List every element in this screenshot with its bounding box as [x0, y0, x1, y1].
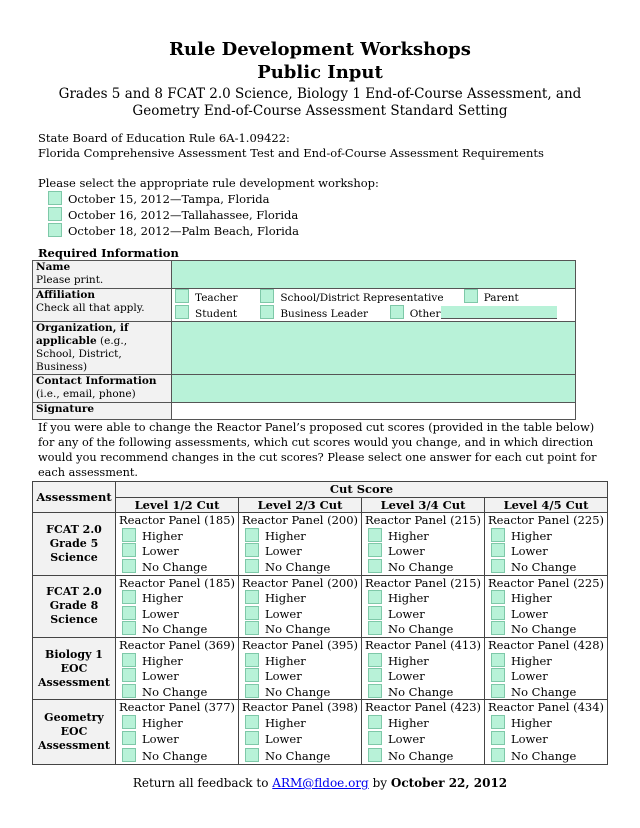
- reactor-panel-value: Reactor Panel (225): [488, 575, 605, 590]
- checkbox[interactable]: [368, 590, 382, 604]
- checkbox[interactable]: [491, 748, 505, 762]
- cut-cell: [485, 513, 608, 575]
- level-header: Level 3/4 Cut: [362, 497, 485, 513]
- affiliation-business-leader[interactable]: Business Leader: [260, 305, 386, 321]
- reactor-panel-value: Reactor Panel (215): [365, 513, 482, 528]
- checkbox[interactable]: [122, 590, 136, 604]
- footer: Return all feedback to ARM@fldoe.org by October 22, 2012: [132, 776, 508, 790]
- level-header: Level 1/2 Cut: [116, 497, 239, 513]
- option-lower[interactable]: Lower: [368, 606, 481, 622]
- contact-input[interactable]: [172, 375, 576, 403]
- reactor-panel-value: Reactor Panel (215): [365, 575, 482, 590]
- checkbox[interactable]: [122, 748, 136, 762]
- level-header: Level 2/3 Cut: [239, 497, 362, 513]
- rule-line-2: Florida Comprehensive Assessment Test and End-of-Course Assessment Requirements: [38, 146, 544, 160]
- reactor-panel-value: Reactor Panel (225): [488, 513, 605, 528]
- option-higher[interactable]: Higher: [122, 590, 235, 606]
- affiliation-school-district[interactable]: School/District Representative: [260, 289, 460, 305]
- cut-cell: [485, 700, 608, 765]
- checkbox[interactable]: [122, 543, 136, 557]
- option-lower[interactable]: Lower: [368, 668, 481, 684]
- checkbox[interactable]: [368, 653, 382, 667]
- level-header: Level 4/5 Cut: [485, 497, 608, 513]
- checkbox[interactable]: [245, 590, 259, 604]
- option-no-change[interactable]: No Change: [491, 684, 604, 700]
- cut-cell: [239, 575, 362, 637]
- checkbox[interactable]: [491, 590, 505, 604]
- reactor-panel-value: Reactor Panel (398): [242, 700, 359, 715]
- checkbox[interactable]: [122, 621, 136, 635]
- option-lower[interactable]: Lower: [245, 606, 358, 622]
- checkbox[interactable]: [491, 684, 505, 698]
- checkbox[interactable]: [122, 715, 136, 729]
- checkbox[interactable]: [122, 684, 136, 698]
- cut-cell: [485, 575, 608, 637]
- checkbox[interactable]: [245, 559, 259, 573]
- checkbox[interactable]: [245, 715, 259, 729]
- reactor-panel-value: Reactor Panel (200): [242, 575, 359, 590]
- workshop-option-2[interactable]: October 16, 2012—Tallahassee, Florida: [48, 207, 608, 223]
- checkbox[interactable]: [368, 606, 382, 620]
- checkbox[interactable]: [491, 731, 505, 745]
- option-lower[interactable]: Lower: [122, 543, 235, 559]
- option-lower[interactable]: Lower: [368, 543, 481, 559]
- table-row: [33, 575, 608, 637]
- option-higher[interactable]: Higher: [245, 653, 358, 669]
- checkbox[interactable]: [122, 606, 136, 620]
- option-higher[interactable]: Higher: [368, 715, 481, 732]
- checkbox[interactable]: [48, 191, 62, 205]
- cut-cell: [239, 513, 362, 575]
- reactor-panel-value: Reactor Panel (200): [242, 513, 359, 528]
- checkbox[interactable]: [491, 606, 505, 620]
- table-row: [33, 513, 608, 575]
- option-no-change[interactable]: No Change: [491, 621, 604, 637]
- checkbox[interactable]: [48, 207, 62, 221]
- option-no-change[interactable]: No Change: [368, 748, 481, 765]
- table-row: [33, 637, 608, 699]
- cut-cell: [116, 513, 239, 575]
- option-lower[interactable]: Lower: [491, 731, 604, 748]
- option-lower[interactable]: Lower: [122, 731, 235, 748]
- option-no-change[interactable]: No Change: [245, 621, 358, 637]
- affiliation-teacher[interactable]: Teacher: [175, 289, 257, 305]
- option-higher[interactable]: Higher: [245, 528, 358, 544]
- checkbox[interactable]: [245, 653, 259, 667]
- checkbox[interactable]: [245, 543, 259, 557]
- option-lower[interactable]: Lower: [245, 668, 358, 684]
- option-higher[interactable]: Higher: [491, 715, 604, 732]
- affiliation-parent[interactable]: Parent: [464, 289, 519, 305]
- option-higher[interactable]: Higher: [245, 590, 358, 606]
- checkbox[interactable]: [122, 653, 136, 667]
- option-no-change[interactable]: No Change: [122, 684, 235, 700]
- option-no-change[interactable]: No Change: [245, 748, 358, 765]
- option-no-change[interactable]: No Change: [491, 748, 604, 765]
- assessment-header: Assessment: [33, 482, 116, 513]
- option-higher[interactable]: Higher: [245, 715, 358, 732]
- checkbox[interactable]: [245, 731, 259, 745]
- affiliation-options: [172, 289, 576, 322]
- reactor-panel-value: Reactor Panel (423): [365, 700, 482, 715]
- option-higher[interactable]: Higher: [122, 715, 235, 732]
- option-no-change[interactable]: No Change: [491, 559, 604, 575]
- title-line-2: Public Input: [257, 62, 383, 83]
- option-higher[interactable]: Higher: [368, 653, 481, 669]
- option-higher[interactable]: Higher: [491, 528, 604, 544]
- checkbox[interactable]: [245, 528, 259, 542]
- option-higher[interactable]: Higher: [491, 590, 604, 606]
- checkbox[interactable]: [368, 528, 382, 542]
- option-lower[interactable]: Lower: [245, 731, 358, 748]
- option-no-change[interactable]: No Change: [368, 559, 481, 575]
- option-no-change[interactable]: No Change: [245, 559, 358, 575]
- checkbox[interactable]: [491, 621, 505, 635]
- required-heading: Required Information: [38, 246, 179, 260]
- checkbox[interactable]: [368, 543, 382, 557]
- cut-cell: [362, 700, 485, 765]
- reactor-panel-value: Reactor Panel (413): [365, 637, 482, 652]
- reactor-panel-value: Reactor Panel (395): [242, 637, 359, 652]
- option-no-change[interactable]: No Change: [122, 621, 235, 637]
- option-no-change[interactable]: No Change: [368, 684, 481, 700]
- checkbox[interactable]: [491, 653, 505, 667]
- cut-score-table: [32, 481, 608, 765]
- organization-label-cell: Organization, if applicable (e.g., School, District, Business): [33, 322, 172, 375]
- checkbox[interactable]: [491, 559, 505, 573]
- option-lower[interactable]: Lower: [491, 543, 604, 559]
- name-label-cell: Name Please print.: [33, 261, 172, 289]
- checkbox[interactable]: [491, 543, 505, 557]
- cut-cell: [239, 637, 362, 699]
- organization-input[interactable]: [172, 322, 576, 375]
- title-line-1: Rule Development Workshops: [169, 39, 471, 60]
- reactor-panel-value: Reactor Panel (185): [119, 575, 236, 590]
- rule-line-1: State Board of Education Rule 6A-1.09422:: [38, 131, 290, 145]
- checkbox[interactable]: [491, 715, 505, 729]
- checkbox[interactable]: [491, 528, 505, 542]
- other-text-field[interactable]: [441, 306, 557, 319]
- checkbox[interactable]: [122, 559, 136, 573]
- option-higher[interactable]: Higher: [122, 528, 235, 544]
- deadline-date: October 22, 2012: [390, 776, 508, 790]
- instructions: If you were able to change the Reactor Panel’s proposed cut scores (provided in the table below) for any of the following assessments, which cut scores would you change, and in which direction would you recommend changes in the cut scores? Please select one answer for each cut point for each assessment.: [38, 421, 597, 479]
- affiliation-label-cell: Affiliation Check all that apply.: [33, 289, 172, 322]
- workshop-prompt: Please select the appropriate rule development workshop:: [38, 176, 379, 190]
- workshop-option-3[interactable]: October 18, 2012—Palm Beach, Florida: [48, 223, 608, 239]
- option-lower[interactable]: Lower: [368, 731, 481, 748]
- checkbox[interactable]: [368, 559, 382, 573]
- reactor-panel-value: Reactor Panel (434): [488, 700, 605, 715]
- cut-cell: [116, 575, 239, 637]
- reactor-panel-value: Reactor Panel (428): [488, 637, 605, 652]
- reactor-panel-value: Reactor Panel (377): [119, 700, 236, 715]
- option-higher[interactable]: Higher: [122, 653, 235, 669]
- checkbox[interactable]: [245, 668, 259, 682]
- option-lower[interactable]: Lower: [122, 606, 235, 622]
- contact-label-cell: Contact Information (i.e., email, phone): [33, 375, 172, 403]
- checkbox[interactable]: [491, 668, 505, 682]
- cut-cell: [485, 637, 608, 699]
- reactor-panel-value: Reactor Panel (369): [119, 637, 236, 652]
- option-no-change[interactable]: No Change: [122, 748, 235, 765]
- cut-score-header: Cut Score: [116, 482, 608, 498]
- cut-cell: [116, 700, 239, 765]
- affiliation-student[interactable]: Student: [175, 305, 257, 321]
- assessment-name: FCAT 2.0 Grade 5 Science: [33, 513, 116, 575]
- page-title: [0, 38, 640, 84]
- workshop-option-1[interactable]: October 15, 2012—Tampa, Florida: [48, 191, 608, 207]
- rule-reference: [38, 131, 608, 161]
- subtitle: Grades 5 and 8 FCAT 2.0 Science, Biology 1 End-of-Course Assessment, and Geometry End-of-Course Assessment Standard Setting: [58, 86, 582, 119]
- cut-cell: [362, 637, 485, 699]
- affiliation-other[interactable]: Other: [390, 305, 557, 321]
- checkbox[interactable]: [368, 621, 382, 635]
- option-no-change[interactable]: No Change: [122, 559, 235, 575]
- required-info-table: [32, 260, 576, 420]
- table-row: [33, 700, 608, 765]
- assessment-name: Geometry EOC Assessment: [33, 700, 116, 765]
- assessment-name: Biology 1 EOC Assessment: [33, 637, 116, 699]
- cut-cell: [239, 700, 362, 765]
- name-input[interactable]: [172, 261, 576, 289]
- checkbox[interactable]: [368, 731, 382, 745]
- checkbox[interactable]: [245, 621, 259, 635]
- option-lower[interactable]: Lower: [491, 606, 604, 622]
- feedback-email-link[interactable]: ARM@fldoe.org: [272, 776, 369, 790]
- option-lower[interactable]: Lower: [491, 668, 604, 684]
- checkbox[interactable]: [122, 528, 136, 542]
- checkbox[interactable]: [368, 748, 382, 762]
- checkbox[interactable]: [48, 223, 62, 237]
- cut-cell: [362, 575, 485, 637]
- reactor-panel-value: Reactor Panel (185): [119, 513, 236, 528]
- cut-cell: [116, 637, 239, 699]
- cut-cell: [362, 513, 485, 575]
- option-higher[interactable]: Higher: [368, 528, 481, 544]
- checkbox[interactable]: [245, 684, 259, 698]
- option-no-change[interactable]: No Change: [368, 621, 481, 637]
- signature-label-cell: Signature: [33, 403, 172, 420]
- assessment-name: FCAT 2.0 Grade 8 Science: [33, 575, 116, 637]
- checkbox[interactable]: [122, 731, 136, 745]
- signature-input[interactable]: [172, 403, 576, 420]
- checkbox[interactable]: [122, 668, 136, 682]
- option-lower[interactable]: Lower: [245, 543, 358, 559]
- workshop-selection: [38, 176, 608, 239]
- checkbox[interactable]: [245, 748, 259, 762]
- option-higher[interactable]: Higher: [368, 590, 481, 606]
- checkbox[interactable]: [368, 668, 382, 682]
- checkbox[interactable]: [368, 684, 382, 698]
- checkbox[interactable]: [245, 606, 259, 620]
- option-no-change[interactable]: No Change: [245, 684, 358, 700]
- option-higher[interactable]: Higher: [491, 653, 604, 669]
- option-lower[interactable]: Lower: [122, 668, 235, 684]
- checkbox[interactable]: [368, 715, 382, 729]
